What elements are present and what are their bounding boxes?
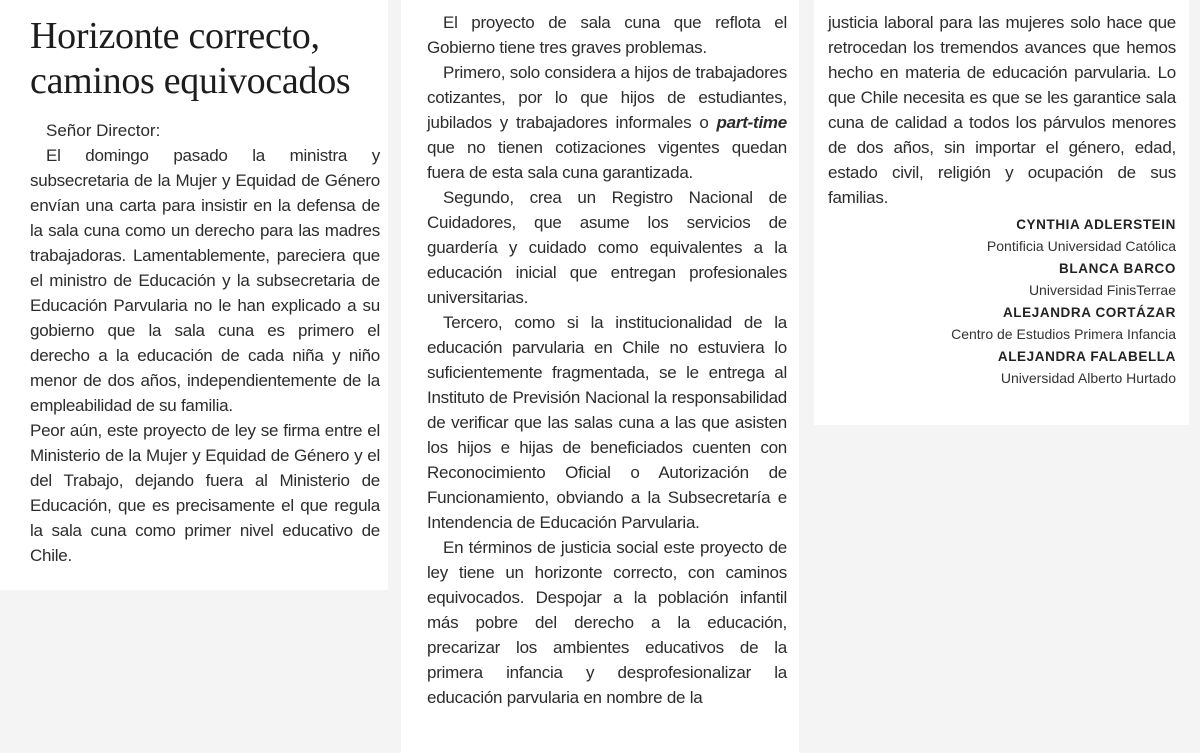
signatory-name: CYNTHIA ADLERSTEIN <box>1016 217 1176 232</box>
signatures <box>828 214 1176 390</box>
paragraph-8: justicia laboral para las mujeres solo hace que retrocedan los tremendos avances que hemos hecho en materia de educación parvularia. Lo que Chile necesita es que se les garantice sala cuna de calidad a todos los párvulos menores de dos años, sin importar el género, edad, estado civil, religión y ocupación de sus familias. <box>828 13 1176 207</box>
signatory-name: BLANCA BARCO <box>1059 261 1176 276</box>
signatory-affiliation: Universidad Alberto Hurtado <box>1000 370 1176 386</box>
salutation: Señor Director: <box>46 121 161 140</box>
paragraph-4-italic: part-time <box>716 113 787 132</box>
article-column-3 <box>814 0 1189 425</box>
signatory-name: ALEJANDRA FALABELLA <box>997 349 1176 364</box>
paragraph-4 <box>427 60 787 185</box>
paragraph-4-text-b: que no tienen cotizaciones vigentes quedan fuera de esta sala cuna garantizada. <box>427 138 787 182</box>
signatory-affiliation: Universidad FinisTerrae <box>1028 282 1176 298</box>
article-column-1 <box>0 0 388 590</box>
signatory-name: ALEJANDRA CORTÁZAR <box>1002 305 1176 320</box>
headline-line-2: caminos equivocados <box>30 60 351 102</box>
paragraph-4-text-a: Primero, solo considera a hijos de trabajadores cotizantes, por lo que hijos de estudiantes, jubilados y trabajadores informales o <box>427 63 787 132</box>
paragraph-7: En términos de justicia social este proyecto de ley tiene un horizonte correcto, con caminos equivocados. Despojar a la población infantil más pobre del derecho a la educación, precarizar los ambientes educativos de la primera infancia y desprofesionalizar la educación parvularia en nombre de la <box>427 538 787 707</box>
paragraph-3: El proyecto de sala cuna que reflota el Gobierno tiene tres graves problemas. <box>427 13 787 57</box>
paragraph-2: Peor aún, este proyecto de ley se firma entre el Ministerio de la Mujer y Equidad de Género y el del Trabajo, dejando fuera al Ministerio de Educación, que es precisamente el que regula la sala cuna como primer nivel educativo de Chile. <box>30 421 380 565</box>
article-column-2 <box>401 0 799 753</box>
paragraph-6: Tercero, como si la institucionalidad de la educación parvularia en Chile no estuviera lo suficientemente fragmentada, se le entrega al Instituto de Previsión Nacional la responsabilidad de verificar que las salas cuna a las que asisten los hijos e hijas de beneficiados cuenten con Reconocimiento Oficial o Autorización de Funcionamiento, obviando a la Subsecretaría e Intendencia de Educación Parvularia. <box>427 313 787 532</box>
signatory-affiliation: Pontificia Universidad Católica <box>986 238 1176 254</box>
paragraph-5: Segundo, crea un Registro Nacional de Cuidadores, que asume los servicios de guardería y cuidado como equivalentes a la educación inicial que entregan profesionales universitarias. <box>427 188 787 307</box>
article-headline <box>30 14 380 104</box>
signatory-affiliation: Centro de Estudios Primera Infancia <box>951 326 1176 342</box>
paragraph-1: El domingo pasado la ministra y subsecretaria de la Mujer y Equidad de Género envían una carta para insistir en la defensa de la sala cuna como un derecho para las madres trabajadoras. Lamentablemente, pareciera que el ministro de Educación y la subsecretaria de Educación Parvularia no le han explicado a su gobierno que la sala cuna es primero el derecho a la educación de cada niña y niño menor de dos años, independientemente de la empleabilidad de su familia. <box>30 146 380 415</box>
headline-line-1: Horizonte correcto, <box>30 15 320 57</box>
